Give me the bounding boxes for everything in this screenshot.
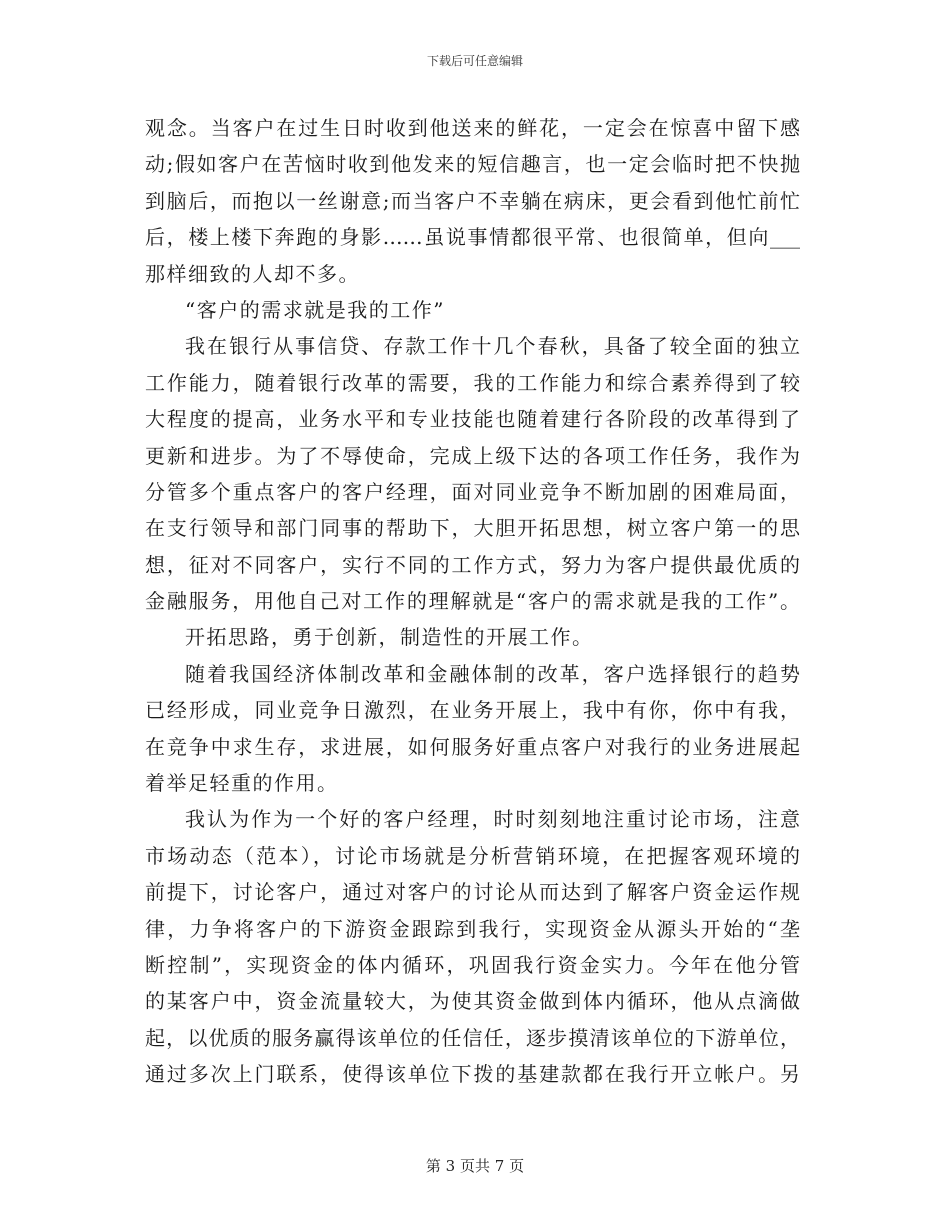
text-line: 更新和进步。为了不辱使命，完成上级下达的各项工作任务，我作为 bbox=[145, 443, 800, 468]
text-line: 通过多次上门联系，使得该单位下拨的基建款都在我行开立帐户。另 bbox=[145, 1062, 800, 1087]
text-line: 观念。当客户在过生日时收到他送来的鲜花，一定会在惊喜中留下感 bbox=[145, 116, 800, 140]
text-line: 到脑后，而抱以一丝谢意;而当客户不幸躺在病床，更会看到他忙前忙 bbox=[145, 188, 800, 213]
text-line: 着举足轻重的作用。 bbox=[145, 771, 339, 796]
text-line: 的某客户中，资金流量较大，为使其资金做到体内循环，他从点滴做 bbox=[145, 989, 800, 1014]
text-line: 金融服务，用他自己对工作的理解就是“客户的需求就是我的工作”。 bbox=[145, 589, 800, 614]
page-number: 第 3 页共 7 页 bbox=[425, 1157, 525, 1175]
text-line: 那样细致的人却不多。 bbox=[145, 261, 360, 286]
text-line: 后，楼上楼下奔跑的身影……虽说事情都很平常、也很简单，但向___ bbox=[145, 225, 800, 250]
section-heading: 开拓思路，勇于创新，制造性的开展工作。 bbox=[185, 625, 594, 650]
page-header: 下载后可任意编辑 bbox=[426, 54, 523, 68]
text-line: 前提下，讨论客户，通过对客户的讨论从而达到了解客户资金运作规 bbox=[145, 880, 800, 905]
text-line: 在竞争中求生存，求进展，如何服务好重点客户对我行的业务进展起 bbox=[145, 734, 800, 759]
text-line: 想，征对不同客户，实行不同的工作方式，努力为客户提供最优质的 bbox=[145, 552, 800, 577]
section-heading: “客户的需求就是我的工作” bbox=[185, 297, 445, 322]
text-line: 工作能力，随着银行改革的需要，我的工作能力和综合素养得到了较 bbox=[145, 370, 800, 395]
document-body bbox=[145, 110, 800, 1093]
text-line: 在支行领导和部门同事的帮助下，大胆开拓思想，树立客户第一的思 bbox=[145, 516, 800, 541]
text-line: 律，力争将客户的下游资金跟踪到我行，实现资金从源头开始的“垄 bbox=[145, 916, 800, 941]
text-line: 分管多个重点客户的客户经理，面对同业竞争不断加剧的困难局面， bbox=[145, 479, 800, 504]
text-line: 市场动态（范本），讨论市场就是分析营销环境，在把握客观环境的 bbox=[145, 843, 800, 868]
text-line: 我认为作为一个好的客户经理，时时刻刻地注重讨论市场，注意 bbox=[185, 807, 800, 832]
text-line: 随着我国经济体制改革和金融体制的改革，客户选择银行的趋势 bbox=[185, 661, 800, 686]
text-line: 起，以优质的服务赢得该单位的任信任，逐步摸清该单位的下游单位， bbox=[145, 1025, 800, 1050]
text-line: 断控制”，实现资金的体内循环，巩固我行资金实力。今年在他分管 bbox=[145, 952, 800, 977]
text-line: 我在银行从事信贷、存款工作十几个春秋，具备了较全面的独立 bbox=[185, 334, 800, 359]
text-line: 动;假如客户在苦恼时收到他发来的短信趣言，也一定会临时把不快抛 bbox=[145, 152, 800, 177]
text-line: 已经形成，同业竞争日激烈，在业务开展上，我中有你，你中有我， bbox=[145, 698, 800, 723]
text-line: 大程度的提高，业务水平和专业技能也随着建行各阶段的改革得到了 bbox=[145, 407, 800, 432]
